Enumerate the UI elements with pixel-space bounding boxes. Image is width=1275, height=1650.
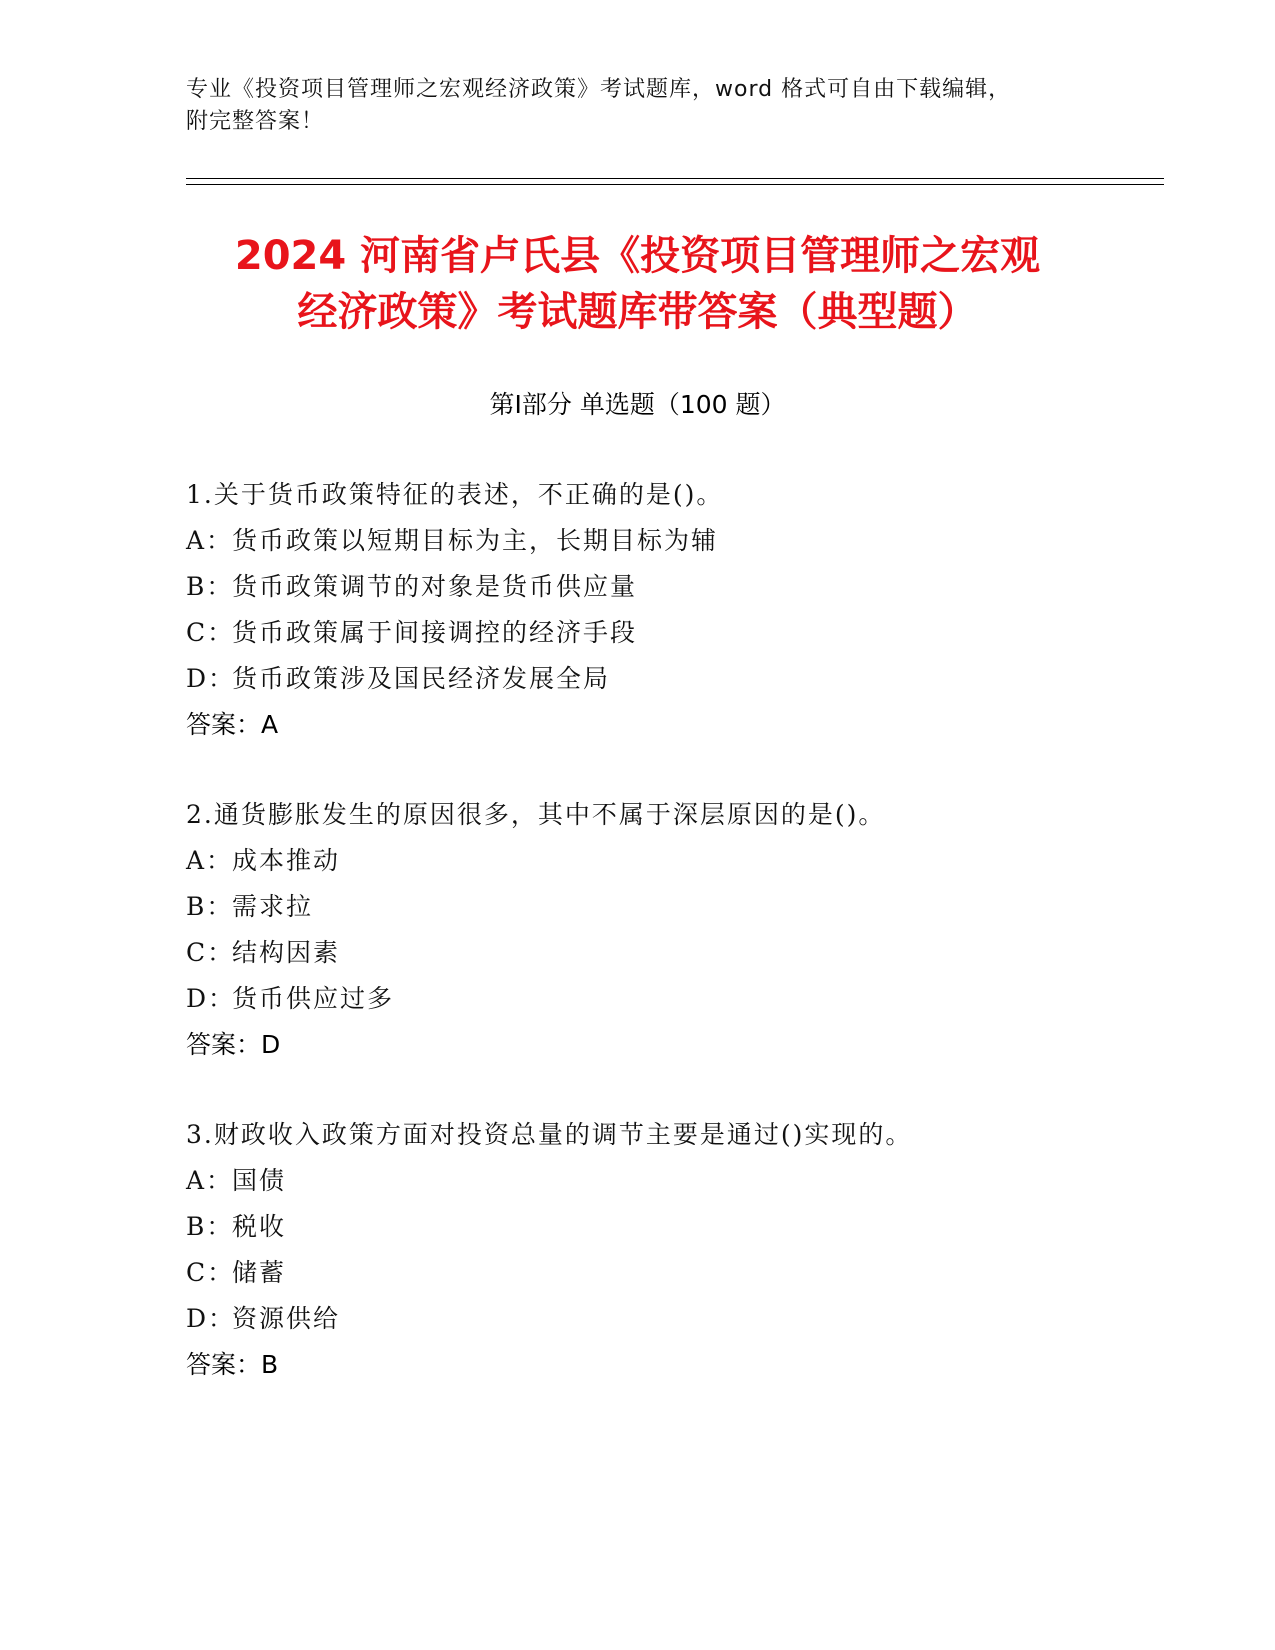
option-letter: D： [186,1304,236,1333]
option-c [186,610,1166,656]
option-letter: B： [186,572,234,601]
option-text: 储蓄 [232,1258,287,1287]
option-letter: A： [186,846,234,875]
header-note-line-1: 专业《投资项目管理师之宏观经济政策》考试题库，word 格式可自由下载编辑， [186,77,1012,102]
option-a [186,838,1166,884]
option-letter: A： [186,1166,234,1195]
option-text: 货币政策属于间接调控的经济手段 [232,618,638,647]
option-letter: B： [186,892,234,921]
option-letter: A： [186,526,234,555]
option-letter: C： [186,938,235,967]
question-stem: 1.关于货币政策特征的表述，不正确的是()。 [186,480,724,509]
answer-line: 答案：D [186,1030,281,1059]
option-d [186,656,1166,702]
option-letter: B： [186,1212,234,1241]
option-text: 货币政策以短期目标为主，长期目标为辅 [232,526,719,555]
answer-line: 答案：B [186,1350,279,1379]
question-block [186,1112,1166,1388]
option-text: 需求拉 [232,892,314,921]
document-title-line-2: 经济政策》考试题库带答案（典型题） [297,289,978,335]
option-d [186,976,1166,1022]
option-text: 国债 [232,1166,287,1195]
question-stem: 2.通货膨胀发生的原因很多，其中不属于深层原因的是()。 [186,800,886,829]
option-text: 税收 [232,1212,287,1241]
header-note-line-2: 附完整答案！ [186,109,325,134]
option-b [186,564,1166,610]
option-a [186,518,1166,564]
option-text: 货币政策调节的对象是货币供应量 [232,572,638,601]
document-header-note [186,74,1086,138]
option-letter: D： [186,984,236,1013]
question-stem: 3.财政收入政策方面对投资总量的调节主要是通过()实现的。 [186,1120,913,1149]
option-a [186,1158,1166,1204]
option-text: 结构因素 [232,938,341,967]
document-title-line-1: 2024 河南省卢氏县《投资项目管理师之宏观 [234,233,1041,279]
document-title [150,228,1125,340]
option-letter: D： [186,664,236,693]
option-b [186,884,1166,930]
option-text: 货币政策涉及国民经济发展全局 [232,664,611,693]
section-heading: 第Ⅰ部分 单选题（100 题） [489,390,786,419]
header-divider-top [186,178,1164,179]
option-text: 货币供应过多 [232,984,395,1013]
option-c [186,1250,1166,1296]
option-text: 资源供给 [232,1304,341,1333]
option-b [186,1204,1166,1250]
option-letter: C： [186,1258,235,1287]
option-letter: C： [186,618,235,647]
answer-line: 答案：A [186,710,279,739]
question-block [186,472,1166,748]
question-block [186,792,1166,1068]
header-divider-bottom [186,184,1164,185]
option-d [186,1296,1166,1342]
option-c [186,930,1166,976]
option-text: 成本推动 [232,846,341,875]
